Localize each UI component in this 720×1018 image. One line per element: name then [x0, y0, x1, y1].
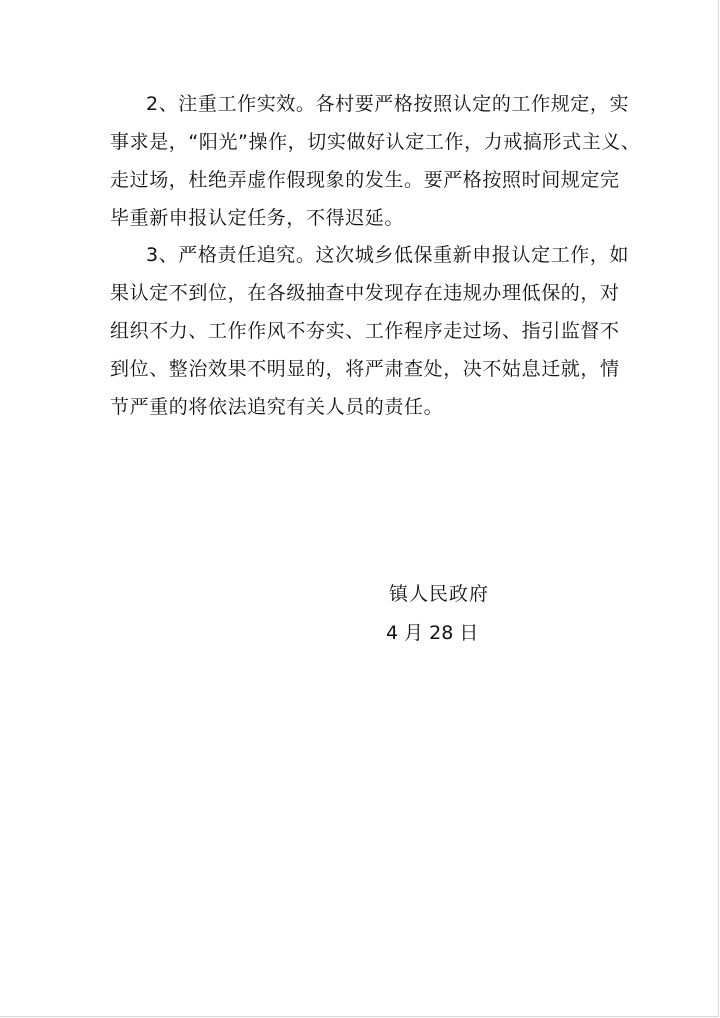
paragraph-2-line-4: 到位、整治效果不明显的，将严肃查处，决不姑息迁就，情: [110, 358, 620, 380]
issuer-name: 镇人民政府: [389, 583, 490, 605]
paragraph-1-line-1: 2、注重工作实效。各村要严格按照认定的工作规定，实: [146, 93, 630, 115]
paragraph-2-line-2: 果认定不到位，在各级抽查中发现存在违规办理低保的，对: [110, 282, 620, 304]
issue-date: 4 月 28 日: [386, 622, 479, 644]
paragraph-2-line-1: 3、严格责任追究。这次城乡低保重新申报认定工作，如: [146, 244, 630, 266]
paragraph-2-line-3: 组织不力、工作作风不夯实、工作程序走过场、指引监督不: [110, 320, 620, 342]
paragraph-1-line-2: 事求是，“阳光”操作，切实做好认定工作，力戒搞形式主义、: [110, 131, 641, 153]
paragraph-1-line-4: 毕重新申报认定任务，不得迟延。: [110, 207, 405, 229]
paragraph-2-line-5: 节严重的将依法追究有关人员的责任。: [110, 396, 444, 418]
paragraph-1-line-3: 走过场，杜绝弄虚作假现象的发生。要严格按照时间规定完: [110, 169, 620, 191]
